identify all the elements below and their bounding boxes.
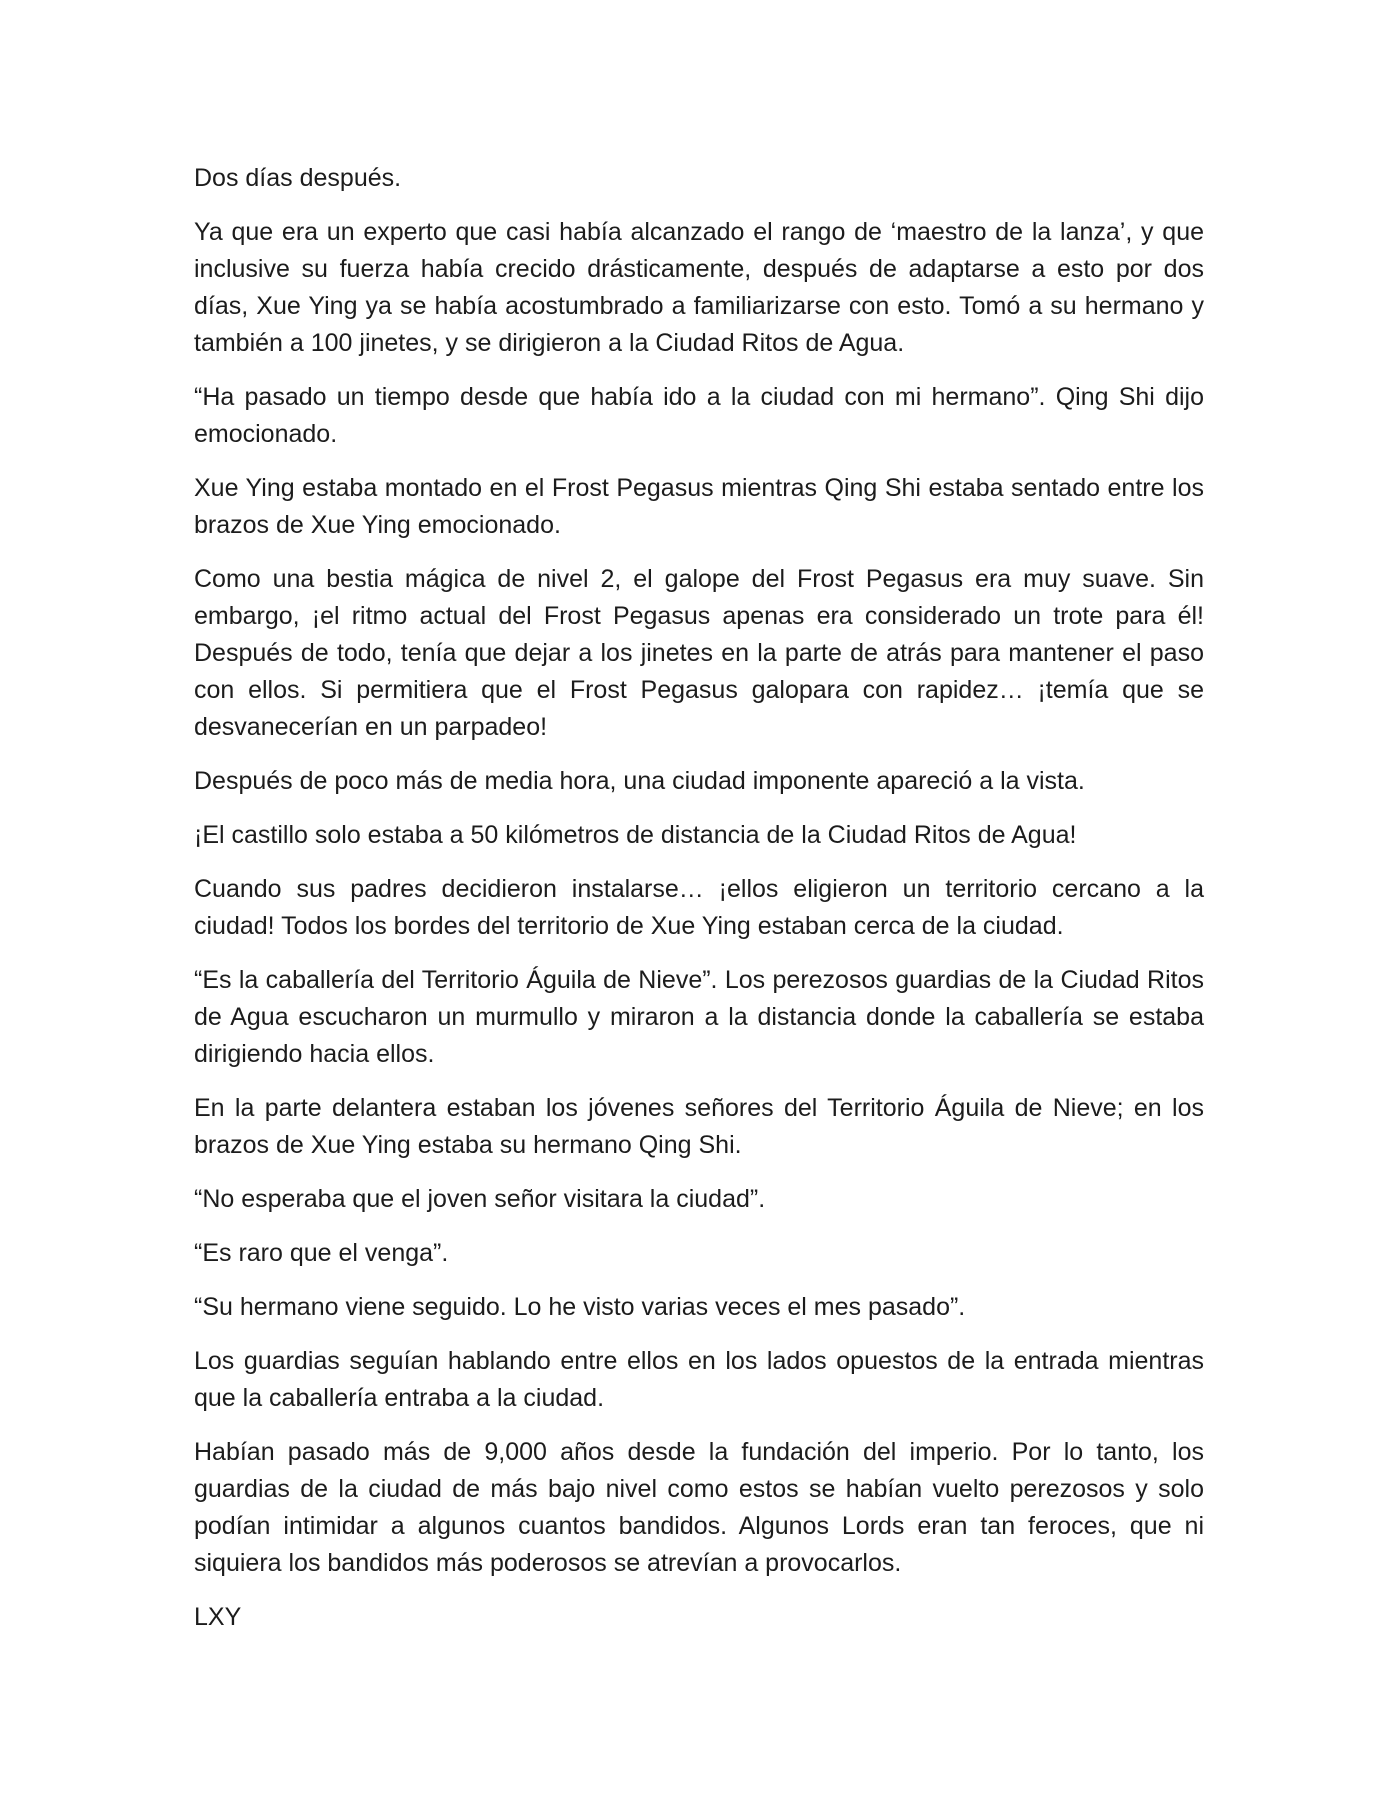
paragraph-12: “Es raro que el venga”. xyxy=(194,1239,449,1267)
document-page xyxy=(194,160,1204,1653)
paragraph-8: Cuando sus padres decidieron instalarse… ¡ellos eligieron un territorio cercano a la ciudad! Todos los bordes del territorio de Xue Ying estaban cerca de la ciudad. xyxy=(194,875,1204,940)
paragraph-10: En la parte delantera estaban los jóvenes señores del Territorio Águila de Nieve; en los brazos de Xue Ying estaba su hermano Qing Shi. xyxy=(194,1094,1204,1159)
signature-text: LXY xyxy=(194,1603,242,1631)
paragraph-2: Ya que era un experto que casi había alcanzado el rango de ‘maestro de la lanza’, y que inclusive su fuerza había crecido drásticamente, después de adaptarse a esto por dos días, Xue Ying ya se había acostumbrado a familiarizarse con esto. Tomó a su hermano y también a 100 jinetes, y se dirigieron a la Ciudad Ritos de Agua. xyxy=(194,218,1204,357)
paragraph-9: “Es la caballería del Territorio Águila de Nieve”. Los perezosos guardias de la Ciudad Ritos de Agua escucharon un murmullo y miraron a la distancia donde la caballería se estaba dirigiendo hacia ellos. xyxy=(194,966,1204,1068)
paragraph-14: Los guardias seguían hablando entre ellos en los lados opuestos de la entrada mientras que la caballería entraba a la ciudad. xyxy=(194,1347,1204,1412)
paragraph-3: “Ha pasado un tiempo desde que había ido a la ciudad con mi hermano”. Qing Shi dijo emocionado. xyxy=(194,383,1204,448)
paragraph-7: ¡El castillo solo estaba a 50 kilómetros de distancia de la Ciudad Ritos de Agua! xyxy=(194,821,1077,849)
paragraph-5: Como una bestia mágica de nivel 2, el galope del Frost Pegasus era muy suave. Sin embargo, ¡el ritmo actual del Frost Pegasus apenas era considerado un trote para él! Después de todo, tenía que dejar a los jinetes en la parte de atrás para mantener el paso con ellos. Si permitiera que el Frost Pegasus galopara con rapidez… ¡temía que se desvanecerían en un parpadeo! xyxy=(194,565,1204,741)
paragraph-4: Xue Ying estaba montado en el Frost Pegasus mientras Qing Shi estaba sentado entre los brazos de Xue Ying emocionado. xyxy=(194,474,1204,539)
paragraph-13: “Su hermano viene seguido. Lo he visto varias veces el mes pasado”. xyxy=(194,1293,966,1321)
paragraph-6: Después de poco más de media hora, una ciudad imponente apareció a la vista. xyxy=(194,767,1085,795)
paragraph-1: Dos días después. xyxy=(194,164,402,192)
paragraph-15: Habían pasado más de 9,000 años desde la fundación del imperio. Por lo tanto, los guardias de la ciudad de más bajo nivel como estos se habían vuelto perezosos y solo podían intimidar a algunos cuantos bandidos. Algunos Lords eran tan feroces, que ni siquiera los bandidos más poderosos se atrevían a provocarlos. xyxy=(194,1438,1204,1577)
paragraph-11: “No esperaba que el joven señor visitara la ciudad”. xyxy=(194,1185,766,1213)
